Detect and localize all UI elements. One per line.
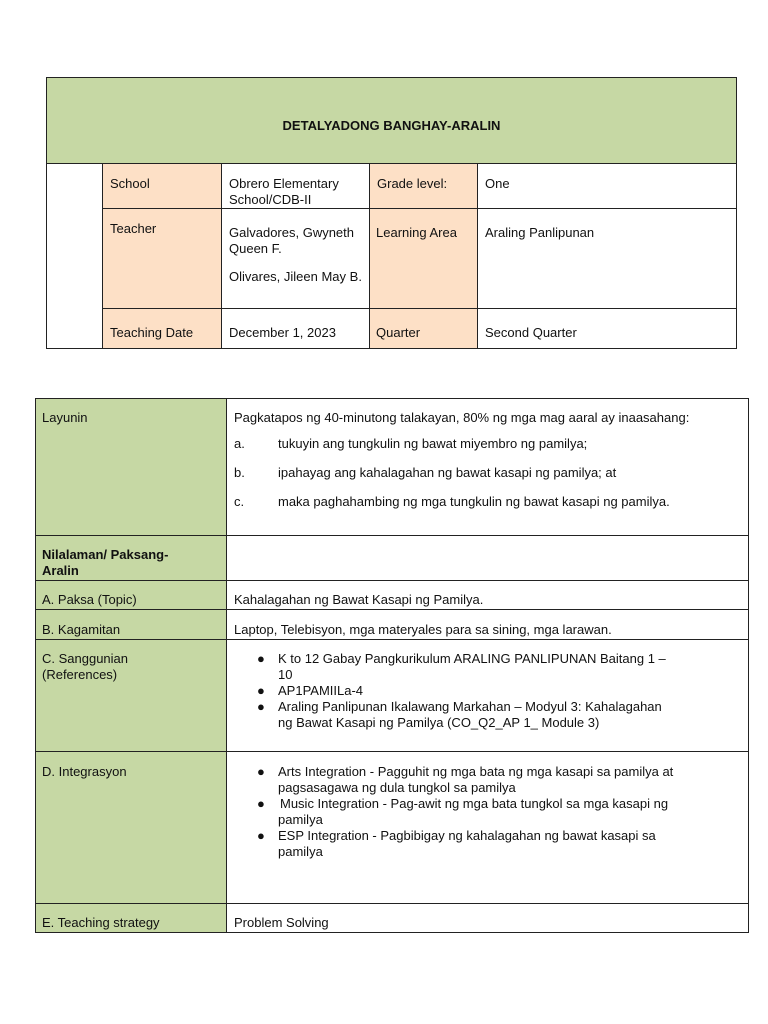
objective-text: tukuyin ang tungkulin ng bawat miyembro ng pamilya; [278, 436, 588, 451]
teacher-label: Teacher [102, 208, 222, 309]
bullet-icon: ● [257, 828, 265, 843]
nilalaman-content [226, 535, 749, 581]
bullet-icon: ● [257, 651, 265, 666]
grade-level-label: Grade level: [369, 163, 478, 209]
integration-item [234, 764, 741, 796]
reference-item [234, 683, 741, 699]
objective-item [234, 494, 741, 510]
paksa-label: A. Paksa (Topic) [35, 580, 227, 610]
sanggunian-content [226, 639, 749, 752]
objective-text: maka paghahambing ng mga tungkulin ng bawat kasapi ng pamilya. [278, 494, 670, 509]
objective-letter: c. [234, 494, 245, 509]
bullet-icon: ● [257, 699, 265, 714]
layunin-intro: Pagkatapos ng 40-minutong talakayan, 80% ng mga mag aaral ay inaasahang: [234, 410, 690, 425]
bullet-icon: ● [257, 683, 265, 698]
integration-text: ESP Integration - Pagbibigay ng kahalagahan ng bawat kasapi sa pamilya [278, 828, 656, 859]
paksa-value: Kahalagahan ng Bawat Kasapi ng Pamilya. [226, 580, 749, 610]
lesson-plan-title-bar [46, 77, 737, 164]
sanggunian-label: C. Sanggunian (References) [35, 639, 227, 752]
layunin-label: Layunin [35, 398, 227, 536]
bullet-icon: ● [257, 764, 265, 779]
kagamitan-value: Laptop, Telebisyon, mga materyales para sa sining, mga larawan. [226, 609, 749, 640]
layunin-content [226, 398, 749, 536]
teacher-name-2: Olivares, Jileen May B. [229, 269, 362, 284]
reference-text: Araling Panlipunan Ikalawang Markahan – Modyul 3: Kahalagahan ng Bawat Kasapi ng Pamilya (CO_Q2_AP 1_ Module 3) [278, 699, 662, 730]
integrasyon-content [226, 751, 749, 904]
kagamitan-label: B. Kagamitan [35, 609, 227, 640]
objective-letter: a. [234, 436, 245, 451]
learning-area-value: Araling Panlipunan [477, 208, 737, 309]
objective-item [234, 465, 741, 481]
teaching-date-label: Teaching Date [102, 308, 222, 349]
reference-item [234, 651, 741, 683]
teaching-date-value: December 1, 2023 [221, 308, 370, 349]
grade-level-value: One [477, 163, 737, 209]
teacher-value [221, 208, 370, 309]
objective-text: ipahayag ang kahalagahan ng bawat kasapi ng pamilya; at [278, 465, 617, 480]
header-left-spacer [46, 163, 103, 349]
teacher-name-1: Galvadores, Gwyneth Queen F. [229, 225, 355, 256]
nilalaman-label: Nilalaman/ Paksang- Aralin [35, 535, 227, 581]
learning-area-label: Learning Area [369, 208, 478, 309]
reference-item [234, 699, 741, 731]
reference-text: AP1PAMIILa-4 [278, 683, 364, 698]
strategy-label: E. Teaching strategy [35, 903, 227, 933]
reference-text: K to 12 Gabay Pangkurikulum ARALING PANLIPUNAN Baitang 1 – 10 [278, 651, 666, 682]
integration-item [234, 796, 741, 828]
integration-text: Music Integration - Pag-awit ng mga bata tungkol sa mga kasapi ng pamilya [278, 796, 669, 827]
objective-letter: b. [234, 465, 245, 480]
strategy-value: Problem Solving [226, 903, 749, 933]
bullet-icon: ● [257, 796, 265, 811]
objective-item [234, 436, 741, 452]
quarter-label: Quarter [369, 308, 478, 349]
document-title: DETALYADONG BANGHAY-ARALIN [282, 118, 501, 133]
integrasyon-label: D. Integrasyon [35, 751, 227, 904]
integration-item [234, 828, 741, 860]
objective-list [234, 436, 741, 510]
quarter-value: Second Quarter [477, 308, 737, 349]
integration-text: Arts Integration - Pagguhit ng mga bata ng mga kasapi sa pamilya at pagsasagawa ng dula tungkol sa pamilya [278, 764, 674, 795]
school-value: Obrero Elementary School/CDB-II [221, 163, 370, 209]
school-label: School [102, 163, 222, 209]
